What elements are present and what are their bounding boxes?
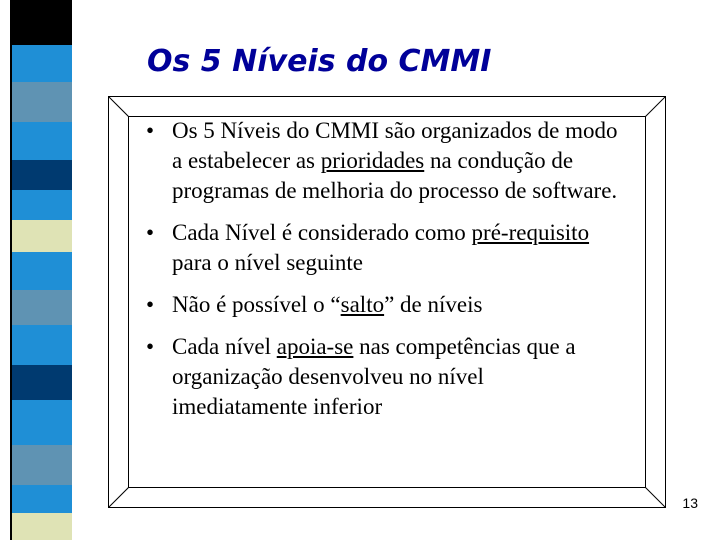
decorative-side-strip	[10, 0, 72, 540]
bullet-item	[142, 218, 622, 278]
strip-block	[10, 160, 72, 190]
underlined-term: apoia-se	[276, 334, 354, 359]
strip-block	[10, 325, 72, 365]
bullet-text: nas competências que a organização desenvolveu no nível imediatamente inferior	[172, 334, 576, 419]
slide-title: Os 5 Níveis do CMMI	[147, 44, 492, 79]
strip-block	[10, 82, 72, 122]
strip-block	[10, 400, 72, 445]
strip-block	[10, 485, 72, 513]
bullet-text: na condução de programas de melhoria do processo de software.	[172, 148, 618, 203]
strip-block	[10, 252, 72, 290]
strip-block	[10, 513, 72, 540]
bullet-text: ” de níveis	[384, 292, 483, 317]
strip-block	[10, 290, 72, 325]
bullet-item	[142, 332, 622, 422]
bullet-marker: •	[146, 220, 155, 245]
strip-block	[10, 122, 72, 160]
bullet-marker: •	[146, 334, 155, 359]
bullet-item	[142, 290, 622, 320]
underlined-term: pré-requisito	[471, 220, 590, 245]
strip-block	[10, 45, 72, 82]
strip-block	[10, 220, 72, 252]
bullet-list	[142, 116, 622, 434]
bullet-text: Cada Nível é considerado como	[172, 220, 472, 245]
page-number: 13	[682, 495, 698, 511]
strip-block	[10, 0, 72, 45]
bullet-item	[142, 116, 622, 206]
underlined-term: salto	[340, 292, 385, 317]
bullet-text: Não é possível o “	[172, 292, 341, 317]
underlined-term: prioridades	[320, 148, 425, 173]
bullet-text: Cada nível	[172, 334, 277, 359]
strip-block	[10, 190, 72, 220]
strip-block	[10, 365, 72, 400]
bullet-marker: •	[146, 292, 155, 317]
bullet-marker: •	[146, 118, 155, 143]
strip-block	[10, 445, 72, 485]
bullet-text: para o nível seguinte	[172, 250, 363, 275]
bullet-text: Os 5 Níveis do CMMI são organizados de modo a estabelecer as	[172, 118, 618, 173]
